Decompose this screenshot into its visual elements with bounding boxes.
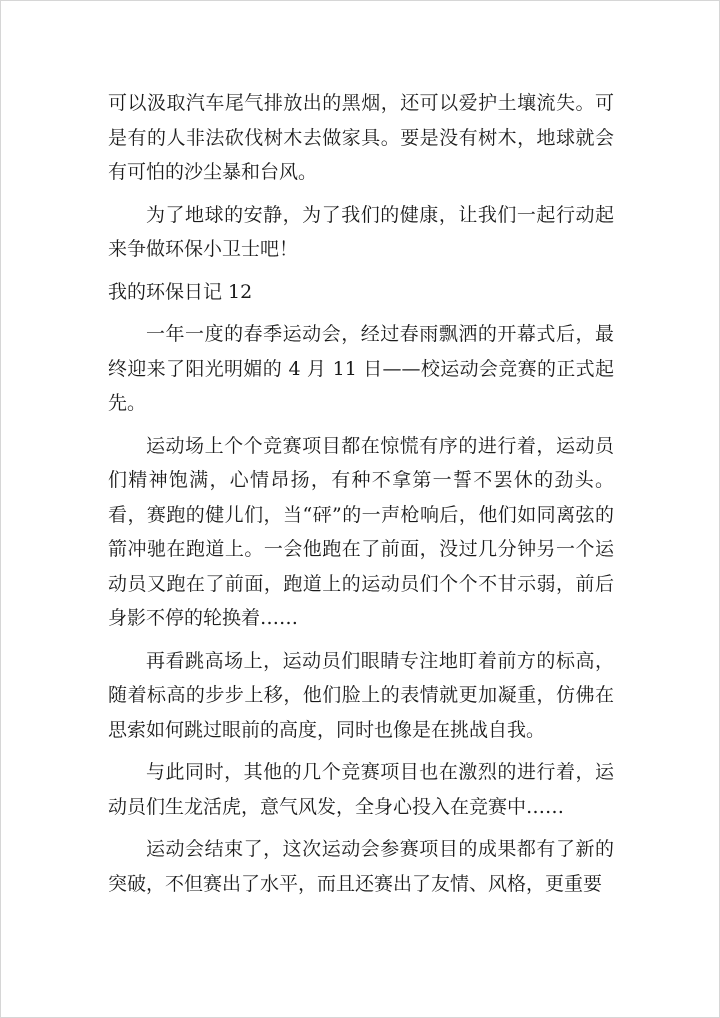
paragraph-high-jump: 再看跳高场上，运动员们眼睛专注地盯着前方的标高，随着标高的步步上移，他们脸上的表情就更加凝重，仿佛在思索如何跳过眼前的高度，同时也像是在挑战自我。 <box>108 649 614 741</box>
document-body <box>108 86 614 909</box>
paragraph-call-to-action: 为了地球的安静，为了我们的健康，让我们一起行动起来争做环保小卫士吧！ <box>108 203 614 260</box>
paragraph-sports-meet-opening: 一年一度的春季运动会，经过春雨飘洒的开幕式后，最终迎来了阳光明媚的 4 月 11 日——校运动会竞赛的正式起先。 <box>108 323 614 414</box>
section-title: 我的环保日记 12 <box>108 280 253 303</box>
paragraph-continued: 可以汲取汽车尾气排放出的黑烟，还可以爱护土壤流失。可是有的人非法砍伐树木去做家具。要是没有树木，地球就会有可怕的沙尘暴和台风。 <box>108 92 614 183</box>
paragraph-running-race: 运动场上个个竞赛项目都在惊慌有序的进行着，运动员们精神饱满，心情昂扬，有种不拿第一誓不罢休的劲头。看，赛跑的健儿们，当“砰”的一声枪响后，他们如同离弦的箭冲驰在跑道上。一会他跑在了前面，没过几分钟另一个运动员又跑在了前面，跑道上的运动员们个个不甘示弱，前后身影不停的轮换着…… <box>108 434 614 629</box>
paragraph-other-events: 与此同时，其他的几个竞赛项目也在激烈的进行着，运动员们生龙活虎，意气风发，全身心投入在竞赛中…… <box>108 761 614 818</box>
paragraph-conclusion: 运动会结束了，这次运动会参赛项目的成果都有了新的突破，不但赛出了水平，而且还赛出了友情、风格，更重要 <box>108 838 614 895</box>
